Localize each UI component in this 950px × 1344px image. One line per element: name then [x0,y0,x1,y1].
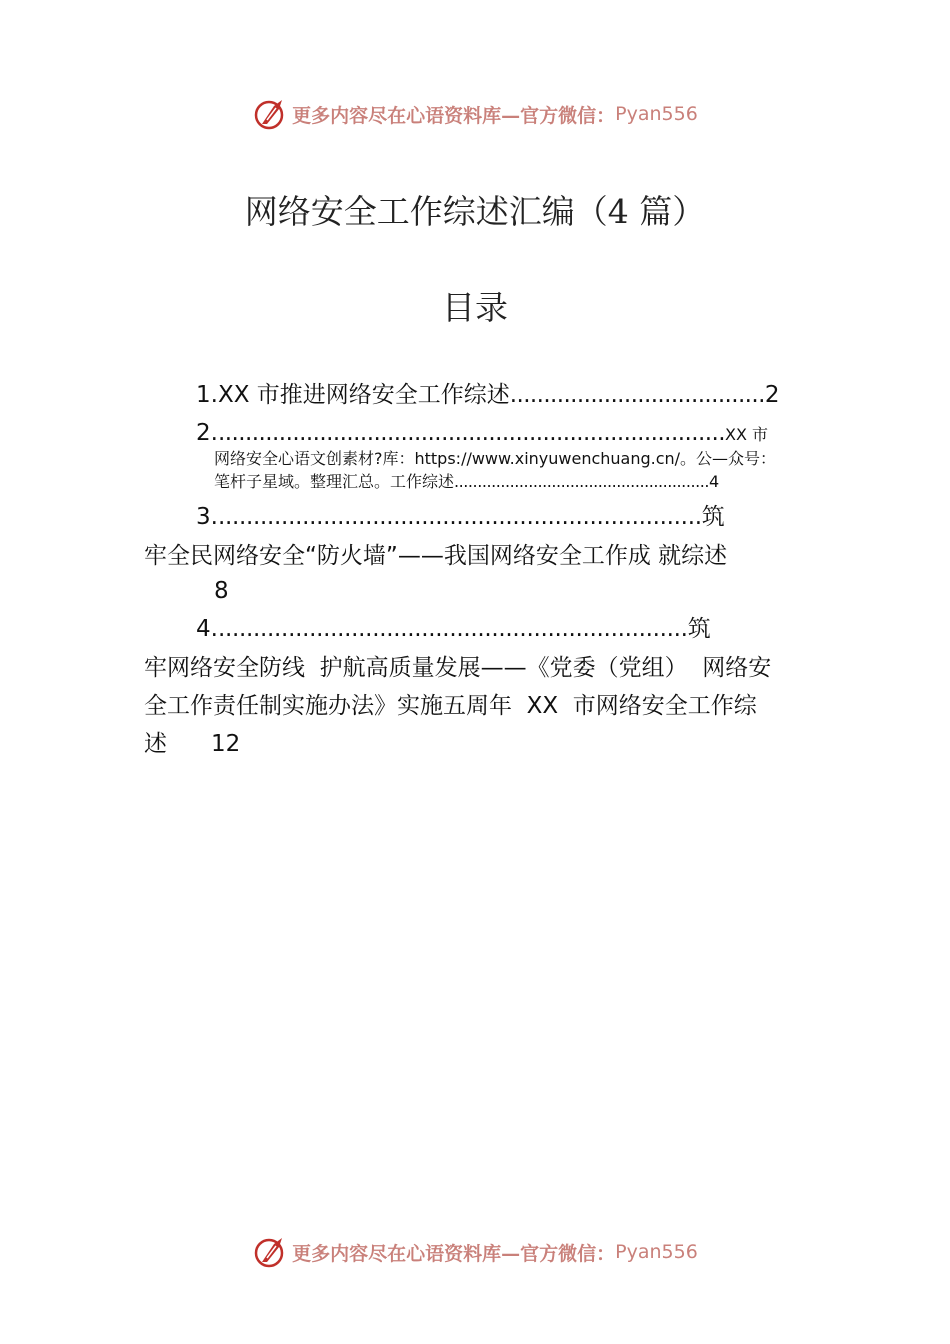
document-title: 网络安全工作综述汇编（4 篇） [244,192,706,231]
toc-entry-4-line-3: 全工作责任制实施办法》实施五周年 XX 市网络安全工作综 [144,693,757,719]
toc-entry-1[interactable] [196,380,779,410]
toc-entry-2-number: 2. [196,420,218,446]
toc-entry-4-line-4-text: 述 [144,731,167,757]
toc-entry-4[interactable] [196,614,711,644]
header-banner [0,94,950,134]
toc-entry-2[interactable] [196,418,768,450]
toc-entry-2-page: 4 [709,472,720,491]
toc-entry-2-line-2: 网络安全心语文创素材?库：https://www.xinyuwenchuang.cn/。公—众号： [214,449,777,468]
toc-entry-3-tail: 筑 [701,504,725,530]
toc-entry-1-title: 1.XX 市推进网络安全工作综述 [196,382,510,408]
toc-entry-4-line-4 [144,729,240,759]
toc-entry-2-leader: ........................................................................... [217,420,726,446]
toc-entry-4-page: 12 [211,731,241,757]
toc-entry-4-tail: 筑 [687,616,711,642]
toc-entry-1-page: 2 [764,382,780,408]
toc-entry-2-line-3-text: 笔杆子星域。整理汇总。工作综述 [214,472,455,491]
toc-entry-1-leader: ...................................... [509,382,765,408]
quill-pen-logo-icon [252,96,288,132]
toc-entry-3-number: 3. [196,504,218,530]
toc-entry-2-line-3 [214,471,719,493]
toc-entry-2-tail: XX 市 [725,425,769,444]
banner-wechat-id: Pyan556 [615,1241,698,1263]
toc-entry-4-line-2: 牢网络安全防线 护航高质量发展——《党委（党组） 网络安 [144,655,772,681]
toc-entry-4-number: 4. [196,616,218,642]
toc-entry-3-page: 8 [214,578,229,604]
banner-text: 更多内容尽在心语资料库—官方微信： [292,104,616,127]
toc-entry-3[interactable] [196,502,725,532]
toc-entry-3-leader: ..................................................................... [217,504,702,530]
toc-entry-3-line-2: 牢全民网络安全“防火墙”——我国网络安全工作成 就综述 [144,543,728,569]
banner-text: 更多内容尽在心语资料库—官方微信： [292,1242,616,1265]
toc-entry-2-leader-2: ....................................................... [454,472,709,491]
banner-wechat-id: Pyan556 [615,103,698,125]
quill-pen-logo-icon [252,1234,288,1270]
footer-banner [0,1232,950,1272]
toc-heading: 目录 [442,288,508,327]
toc-entry-4-leader: ................................................................... [217,616,688,642]
